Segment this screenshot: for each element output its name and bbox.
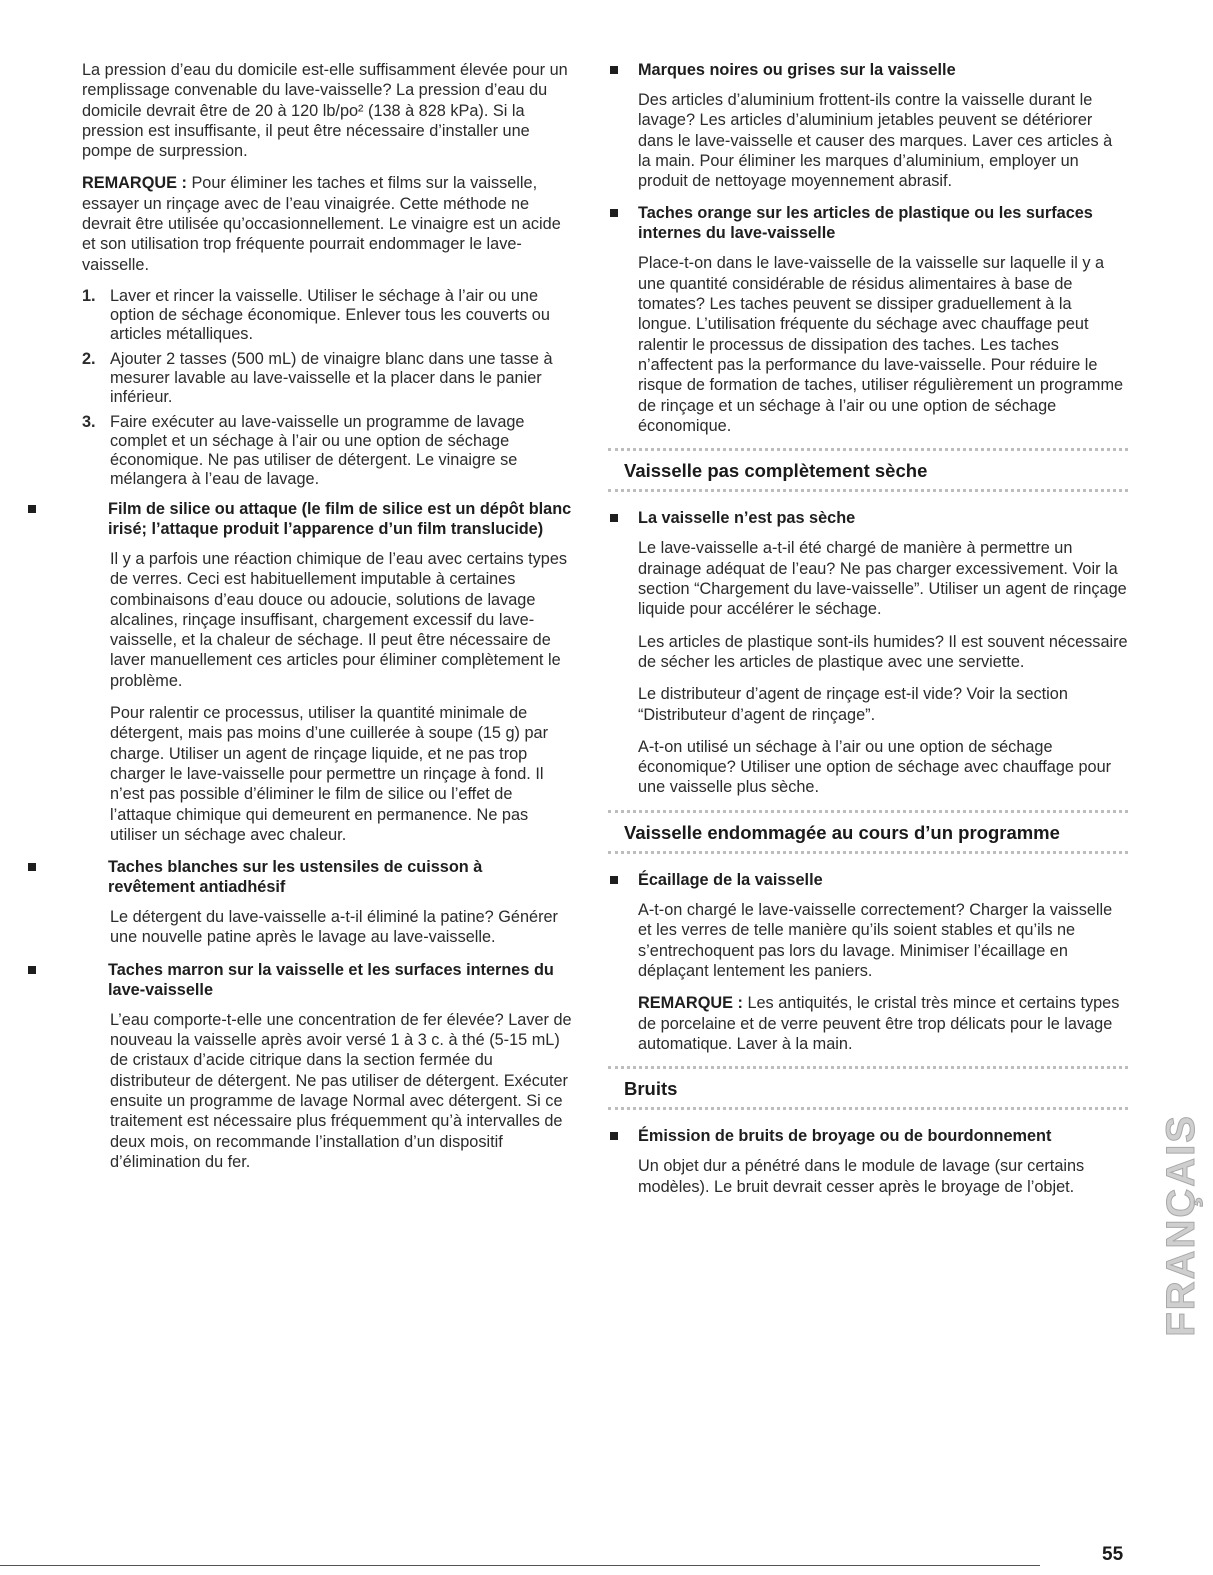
bullet-square-icon	[28, 966, 36, 974]
bullet-heading-brown-spots	[74, 960, 572, 1000]
remarque-text: Pour éliminer les taches et films sur la vaisselle, essayer un rinçage avec de l’eau vinaigrée. Cette méthode ne devrait être utilisée qu’occasionnellement. Le vinaigre est un acide et son utilisation trop fréquente pourrait endommager le lave-vaisselle.	[82, 174, 561, 274]
remarque-paragraph	[82, 173, 572, 274]
bullet-heading-white-spots	[74, 857, 572, 897]
language-tab-label: FRANÇAIS	[1158, 1113, 1203, 1337]
step-text: Ajouter 2 tasses (500 mL) de vinaigre blanc dans une tasse à mesurer lavable au lave-vaisselle et la placer dans le panier inférieur.	[110, 349, 553, 406]
remarque-paragraph	[638, 993, 1128, 1054]
remarque-text: Les antiquités, le cristal très mince et certains types de porcelaine et de verre peuvent être trop délicats pour le lavage automatique. Laver à la main.	[638, 994, 1120, 1053]
bullet-square-icon	[610, 514, 618, 522]
bullet-title: Taches blanches sur les ustensiles de cuisson à revêtement antiadhésif	[108, 858, 483, 897]
intro-paragraph: La pression d’eau du domicile est-elle suffisamment élevée pour un remplissage convenable du lave-vaisselle? La pression d’eau du domicile devrait être de 20 à 120 lb/po² (138 à 828 kPa). Si la pression est insuffisante, il peut être nécessaire d’installer une pompe de surpression.	[82, 61, 568, 161]
body-paragraph: Le distributeur d’agent de rinçage est-il vide? Voir la section “Distributeur d’agent de rinçage”.	[638, 685, 1068, 724]
body-paragraph: A-t-on utilisé un séchage à l’air ou une option de séchage économique? Utiliser une option de séchage avec chauffage pour une vaisselle plus sèche.	[638, 737, 1112, 797]
section-heading-noise: Bruits	[608, 1066, 1128, 1110]
body-paragraph: Pour ralentir ce processus, utiliser la quantité minimale de détergent, mais pas moins d’une cuillerée à soupe (15 g) par charge. Utiliser un agent de rinçage liquide, et ne pas trop charger le lave-vaisselle pour permettre un rinçage à fond. Il n’est pas possible d’éliminer le film de silice ou l’effet de l’attaque chimique qui demeurent en permanence. Ne pas utiliser un séchage avec chaleur.	[110, 704, 549, 844]
bullet-square-icon	[610, 209, 618, 217]
body-paragraph: Le lave-vaisselle a-t-il été chargé de manière à permettre un drainage adéquat de l’eau? Ne pas charger excessivement. Voir la section “Chargement du lave-vaisselle”. Utiliser un agent de rinçage liquide pour accélérer le séchage.	[638, 539, 1127, 619]
bullet-title: La vaisselle n’est pas sèche	[638, 509, 856, 528]
footer-divider	[0, 1565, 1040, 1566]
bullet-heading-silica	[74, 499, 572, 539]
step-text: Laver et rincer la vaisselle. Utiliser le séchage à l’air ou une option de séchage économique. Enlever tous les couverts ou articles métalliques.	[110, 286, 550, 343]
bullet-square-icon	[28, 863, 36, 871]
body-paragraph: A-t-on chargé le lave-vaisselle correctement? Charger la vaisselle et les verres de telle manière qu’ils soient stables et qu’ils ne s’entrechoquent pas lors du lavage. Minimiser l’écaillage en déplaçant lentement les paniers.	[638, 901, 1113, 980]
list-item	[82, 413, 572, 489]
step-number: 3.	[82, 412, 96, 431]
section-heading-not-dry: Vaisselle pas complètement sèche	[608, 448, 1128, 492]
left-column	[82, 60, 572, 1184]
steps-list	[82, 287, 572, 489]
body-paragraph: Des articles d’aluminium frottent-ils contre la vaisselle durant le lavage? Les articles d’aluminium jetables peuvent se détériorer dans le lave-vaisselle et causer des marques. Laver ces articles à la main. Pour éliminer les marques d’aluminium, employer un produit de nettoyage moyennement abrasif.	[638, 91, 1113, 191]
bullet-square-icon	[610, 1132, 618, 1140]
bullet-square-icon	[610, 876, 618, 884]
body-paragraph: Un objet dur a pénétré dans le module de lavage (sur certains modèles). Le bruit devrait cesser après le broyage de l’objet.	[638, 1157, 1085, 1196]
list-item	[82, 287, 572, 344]
step-number: 2.	[82, 349, 96, 368]
bullet-heading-chipping	[608, 870, 1128, 890]
page-number: 55	[1102, 1544, 1124, 1565]
body-paragraph: Place-t-on dans le lave-vaisselle de la vaisselle sur laquelle il y a une quantité considérable de résidus alimentaires à base de tomates? Les taches peuvent se dissiper graduellement à la longue. L’utilisation fréquente du séchage avec chauffage peut ralentir le processus de dissipation des taches. Les taches n’affectent pas la performance du lave-vaisselle. Pour réduire le risque de formation de taches, utiliser régulièrement un programme de rinçage et un séchage à l’air ou une option de séchage économique.	[638, 254, 1124, 435]
list-item	[82, 350, 572, 407]
bullet-square-icon	[610, 66, 618, 74]
bullet-square-icon	[28, 505, 36, 513]
step-number: 1.	[82, 286, 96, 305]
language-side-tab	[1155, 1080, 1207, 1370]
bullet-title: Émission de bruits de broyage ou de bourdonnement	[638, 1127, 1052, 1146]
body-paragraph: Le détergent du lave-vaisselle a-t-il éliminé la patine? Générer une nouvelle patine après le lavage au lave-vaisselle.	[110, 908, 558, 947]
step-text: Faire exécuter au lave-vaisselle un programme de lavage complet et un séchage à l’air ou une option de séchage économique. Ne pas utiliser de détergent. Le vinaigre se mélangera à l’eau de lavage.	[110, 412, 525, 488]
bullet-title: Film de silice ou attaque (le film de silice est un dépôt blanc irisé; l’attaque produit l’apparence d’un film translucide)	[108, 499, 572, 538]
bullet-title: Marques noires ou grises sur la vaisselle	[638, 61, 956, 79]
bullet-heading-orange-spots	[608, 203, 1128, 243]
bullet-heading-grinding	[608, 1126, 1128, 1146]
bullet-heading-not-dry	[608, 508, 1128, 528]
right-column	[608, 60, 1128, 1209]
bullet-heading-black-marks	[608, 60, 1128, 80]
bullet-title: Taches orange sur les articles de plastique ou les surfaces internes du lave-vaisselle	[638, 204, 1093, 243]
body-paragraph: Il y a parfois une réaction chimique de l’eau avec certains types de verres. Ceci est habituellement imputable à certaines combinaisons d’eau douce ou adoucie, solutions de lavage alcalines, rinçage insuffisant, chargement excessif du lave-vaisselle, et la chaleur de séchage. Il peut être nécessaire de laver manuellement ces articles pour éliminer complètement le problème.	[110, 549, 568, 690]
remarque-label: REMARQUE :	[82, 174, 187, 193]
remarque-label: REMARQUE :	[638, 994, 743, 1013]
bullet-title: Taches marron sur la vaisselle et les surfaces internes du lave-vaisselle	[108, 960, 554, 999]
body-paragraph: L’eau comporte-t-elle une concentration de fer élevée? Laver de nouveau la vaisselle après avoir versé 1 à 3 c. à thé (5-15 mL) de cristaux d’acide citrique dans la section fermée du distributeur de détergent. Ne pas utiliser de détergent. Exécuter ensuite un programme de lavage Normal avec détergent. Si ce traitement est nécessaire plus fréquemment qu’à intervalles de deux mois, on recommande l’installation d’un dispositif d’élimination du fer.	[110, 1010, 572, 1171]
body-paragraph: Les articles de plastique sont-ils humides? Il est souvent nécessaire de sécher les articles de plastique avec une serviette.	[638, 632, 1128, 671]
bullet-title: Écaillage de la vaisselle	[638, 871, 823, 890]
section-heading-damaged: Vaisselle endommagée au cours d’un programme	[608, 810, 1128, 854]
